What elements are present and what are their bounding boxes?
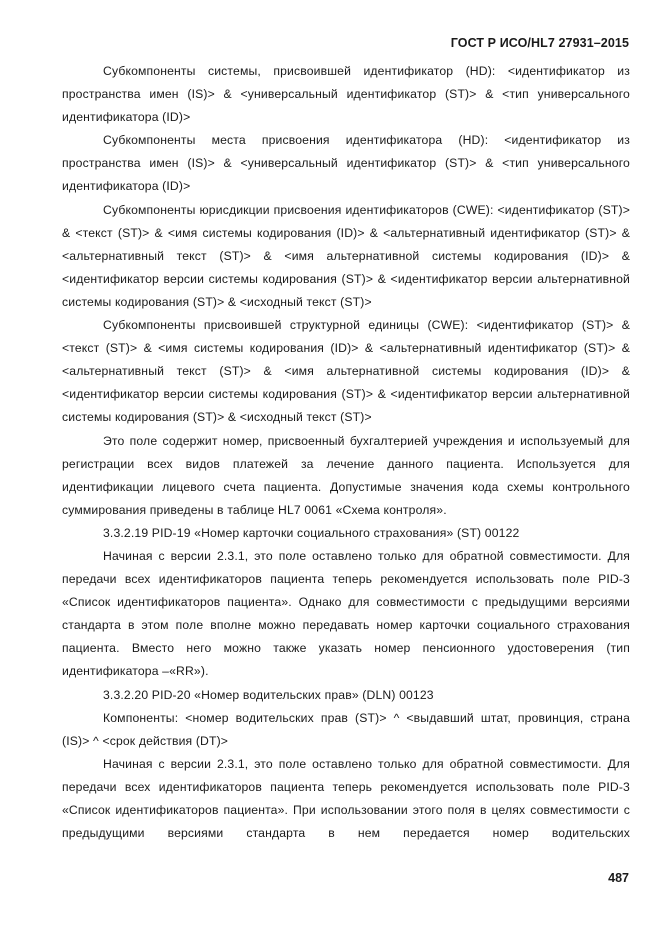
paragraph-pid-20-description: Начиная с версии 2.3.1, это поле оставлено только для обратной совместимости. Для передачи всех идентификаторов пациента теперь рекомендуется использовать поле PID-3 «Список идентификаторов пациента». При использовании этого поля в целях совместимости с предыдущими версиями стандарта в нем передается номер водительских <box>62 756 630 841</box>
section-heading-pid-19: 3.3.2.19 PID-19 «Номер карточки социального страхования» (ST) 00122 <box>103 525 520 540</box>
paragraph-account-number-description: Это поле содержит номер, присвоенный бухгалтерией учреждения и используемый для регистрации всех видов платежей за лечение данного пациента. Используется для идентификации лицевого счета пациента. Допустимые значения кода схемы контрольного суммирования приведены в таблице HL7 0061 «Схема контроля». <box>62 433 630 517</box>
paragraph-cwe-unit-subcomponents: Субкомпоненты присвоившей структурной единицы (CWE): <идентификатор (ST)> & <текст (ST)> & <имя системы кодирования (ID)> & <альтернативный идентификатор (ST)> & <альтернативный текст (ST)> & <имя альтернативной системы кодирования (ID)> & <идентификатор версии системы кодирования (ST)> & <идентификатор версии альтернативной системы кодирования (ST)> & <исходный текст (ST)> <box>62 318 630 425</box>
paragraph-hd-system-subcomponents: Субкомпоненты системы, присвоившей идентификатор (HD): <идентификатор из пространства имен (IS)> & <универсальный идентификатор (ST)> & <тип универсального идентификатора (ID)> <box>62 64 630 125</box>
paragraph-cwe-jurisdiction-subcomponents: Субкомпоненты юрисдикции присвоения идентификаторов (CWE): <идентификатор (ST)> & <текст (ST)> & <имя системы кодирования (ID)> & <альтернативный идентификатор (ST)> & <альтернативный текст (ST)> & <имя альтернативной системы кодирования (ID)> & <идентификатор версии системы кодирования (ST)> & <идентификатор версии альтернативной системы кодирования (ST)> & <исходный текст (ST)> <box>62 202 630 309</box>
section-heading-pid-20: 3.3.2.20 PID-20 «Номер водительских прав» (DLN) 00123 <box>103 687 434 702</box>
paragraph-pid-20-components: Компоненты: <номер водительских прав (ST)> ^ <выдавший штат, провинция, страна (IS)> ^ <срок действия (DT)> <box>62 710 630 748</box>
paragraph-pid-19-description: Начиная с версии 2.3.1, это поле оставлено только для обратной совместимости. Для передачи всех идентификаторов пациента теперь рекомендуется использовать поле PID-3 «Список идентификаторов пациента». Однако для совместимости с предыдущими версиями стандарта в этом поле вполне можно передавать номер карточки социального страхования пациента. Вместо него можно также указать номер пенсионного удостоверения (тип идентификатора –«RR»). <box>62 548 630 679</box>
document-standard-header: ГОСТ Р ИСО/HL7 27931–2015 <box>450 36 629 50</box>
page-number: 487 <box>608 871 629 885</box>
document-body <box>62 60 630 845</box>
paragraph-hd-place-subcomponents: Субкомпоненты места присвоения идентификатора (HD): <идентификатор из пространства имен (IS)> & <универсальный идентификатор (ST)> & <тип универсального идентификатора (ID)> <box>62 133 630 194</box>
